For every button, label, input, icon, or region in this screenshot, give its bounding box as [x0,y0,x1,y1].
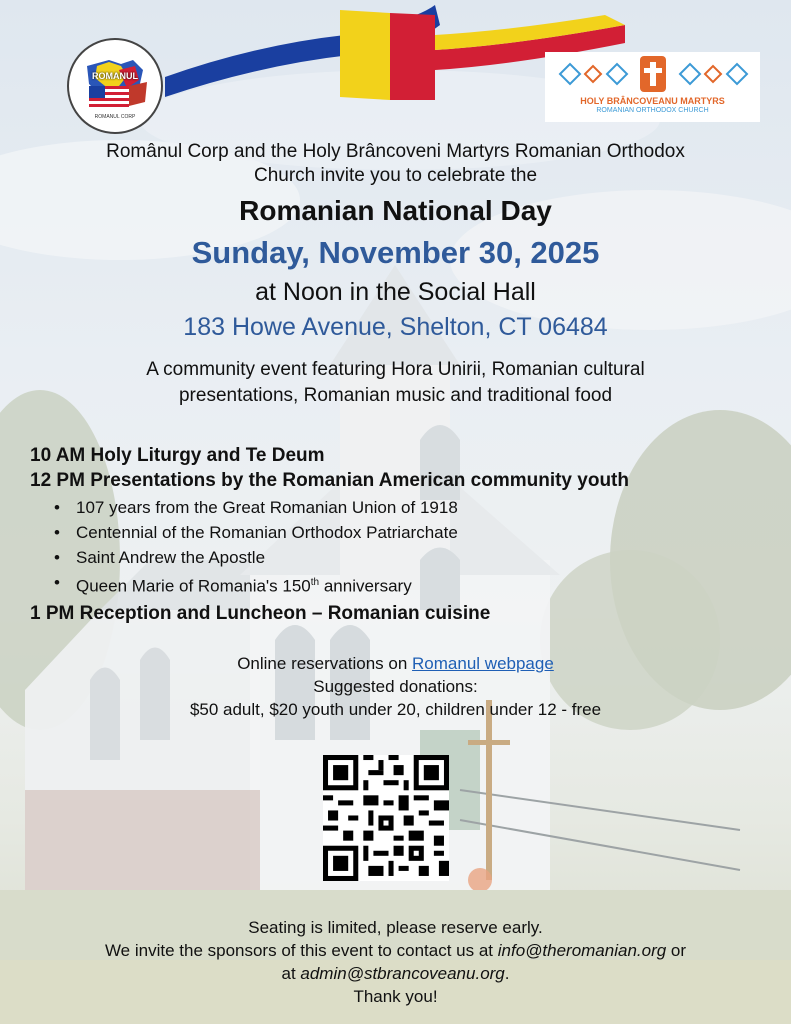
sponsors-prefix: We invite the sponsors of this event to contact us at [104,941,498,960]
description-line-2: presentations, Romanian music and traditional food [178,385,613,406]
seating-note: Seating is limited, please reserve early. [248,918,543,937]
list-item: • Centennial of the Romanian Orthodox Patriarchate [76,520,780,545]
church-logo-title: HOLY BRÂNCOVEANU MARTYRS [580,96,725,106]
folk-pattern-icon [545,52,760,97]
list-item: • Saint Andrew the Apostle [76,545,780,570]
event-title: Romanian National Day [239,195,552,226]
intro [0,140,791,188]
list-item: • 107 years from the Great Romanian Union of 1918 [76,495,780,520]
email-info[interactable]: info@theromanian.org [497,941,667,960]
reservation-prefix: Online reservations on [237,654,413,673]
admin-period: . [504,964,510,983]
church-logo-subtitle: ROMANIAN ORTHODOX CHURCH [596,107,709,114]
logo-word: ROMANUL [92,71,138,81]
event-date: Sunday, November 30, 2025 [191,235,600,270]
romanul-logo [67,38,163,134]
event-time-place: at Noon in the Social Hall [255,278,536,306]
schedule [30,443,780,626]
qr-code-icon [323,755,449,881]
sponsors-line [0,939,791,962]
bullet4-text: Queen Marie of Romania's 150 [76,576,311,596]
reservation-line [0,652,791,675]
romanul-webpage-link[interactable]: Romanul webpage [412,654,554,673]
donations-values: $50 adult, $20 youth under 20, children under 12 - free [189,700,602,719]
donations-label: Suggested donations: [313,677,478,696]
admin-prefix: at [281,964,301,983]
bullet4-sup: th [310,577,320,588]
event-address: 183 Howe Avenue, Shelton, CT 06484 [183,313,608,341]
intro-line-1: Românul Corp and the Holy Brâncoveni Martyrs Romanian Orthodox [106,141,685,162]
qr-code[interactable] [323,755,449,881]
thank-you: Thank you! [353,987,438,1006]
schedule-item-reception: 1 PM Reception and Luncheon – Romanian cuisine [30,602,491,624]
logo-subtext: ROMANUL CORP [94,114,136,120]
church-logo [545,52,760,122]
description-line-1: A community event featuring Hora Unirii, Romanian cultural [146,359,645,380]
list-item [76,570,780,599]
email-admin[interactable]: admin@stbrancoveanu.org [300,964,505,983]
admin-line [0,962,791,985]
schedule-item-liturgy: 10 AM Holy Liturgy and Te Deum [30,445,325,466]
presentation-topics [76,495,780,599]
bullet4-post: anniversary [319,576,412,596]
intro-line-2: Church invite you to celebrate the [253,165,538,186]
reservations [0,652,791,721]
footer [0,916,791,1008]
event-description [0,357,791,409]
schedule-item-presentations: 12 PM Presentations by the Romanian American community youth [30,470,629,491]
sponsors-mid: or [666,941,687,960]
